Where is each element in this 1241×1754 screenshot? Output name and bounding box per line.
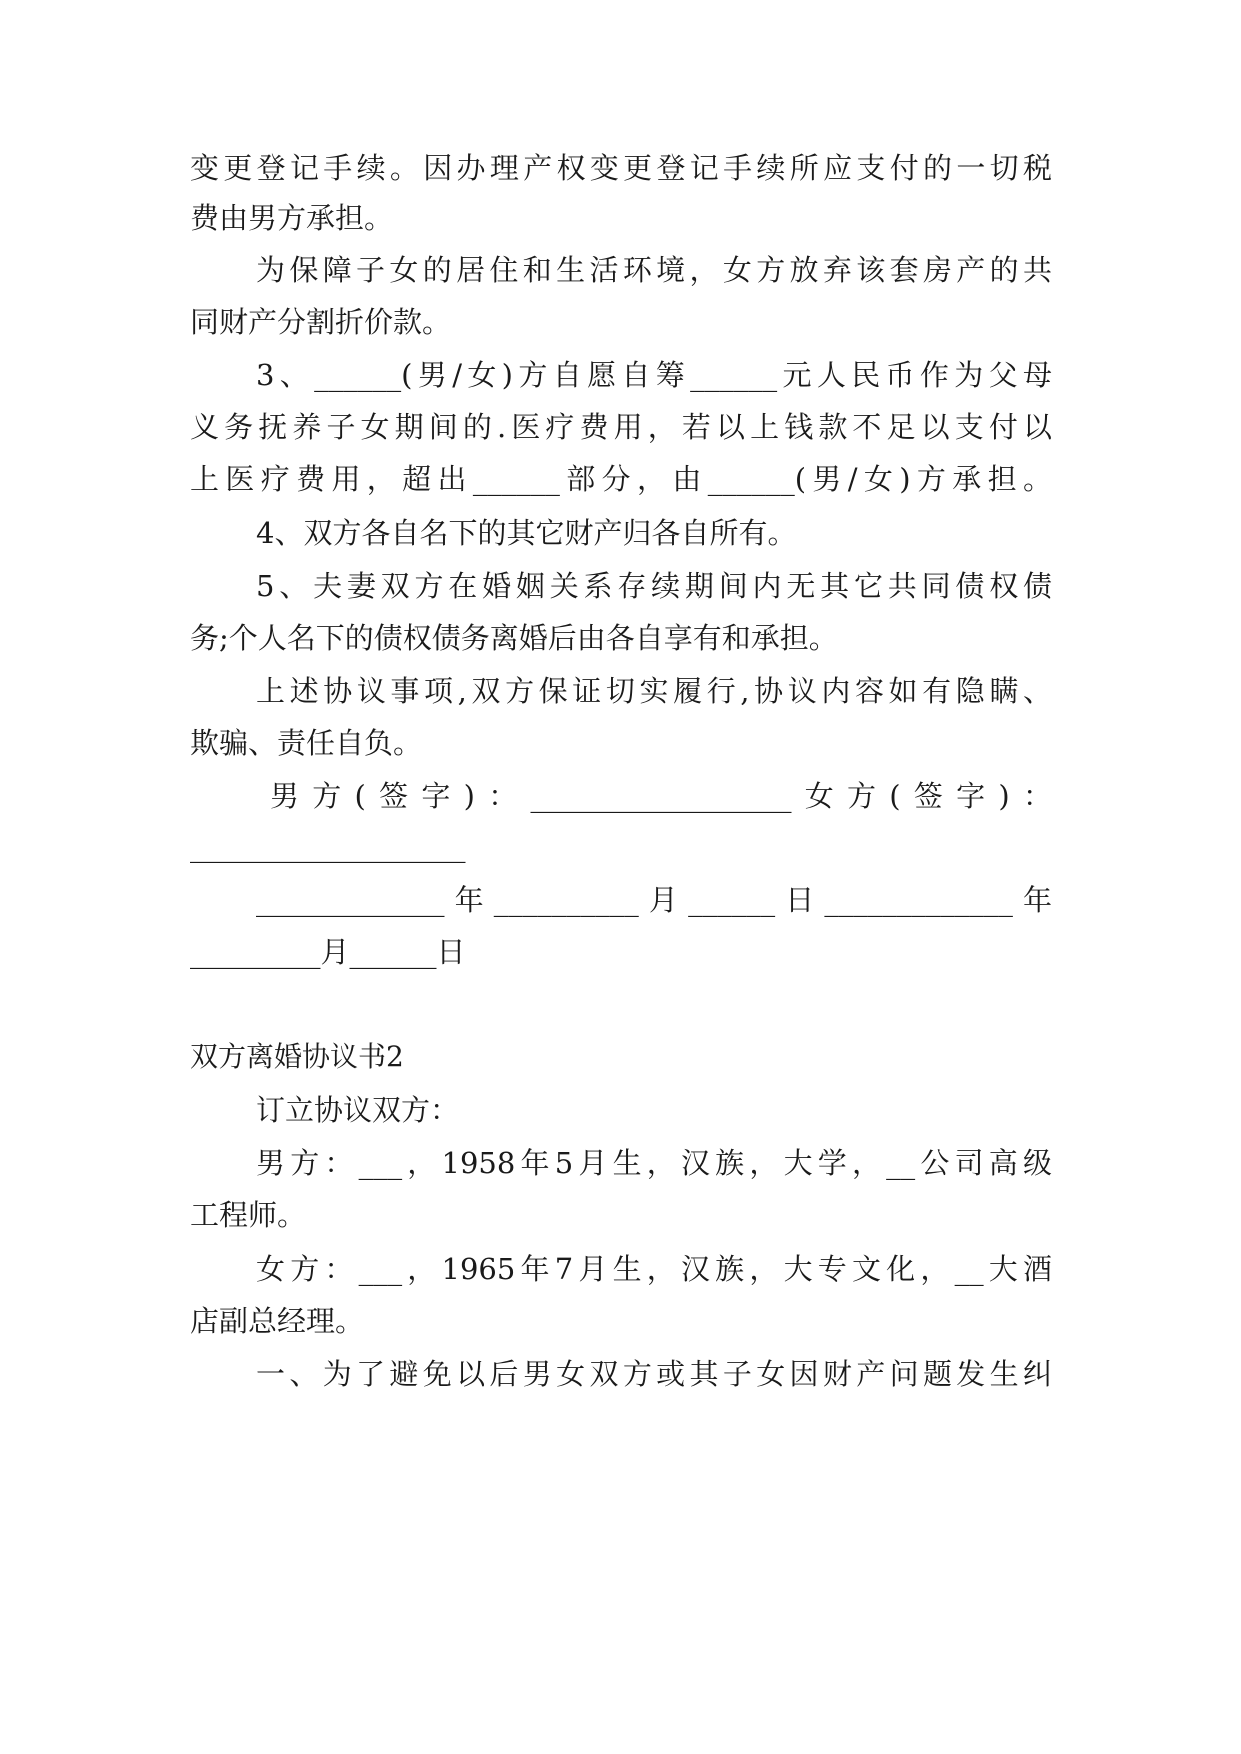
paragraph-start: 5、夫妻双方在婚姻关系存续期间内无其它共同债权债 [256, 569, 1052, 603]
text-line: 欺骗、责任自负。 [190, 726, 423, 760]
text-line: 费由男方承担。 [190, 201, 394, 235]
paragraph-start: 上述协议事项,双方保证切实履行,协议内容如有隐瞒、 [256, 674, 1052, 708]
text-line: 店副总经理。 [190, 1304, 365, 1338]
text-line: 义务抚养子女期间的.医疗费用，若以上钱款不足以支付以 [190, 410, 1052, 444]
paragraph-start: 4、双方各自名下的其它财产归各自所有。 [256, 516, 797, 550]
section-title: 双方离婚协议书2 [190, 1040, 404, 1073]
date-line: _____________年__________月______日_____________年 [256, 883, 1052, 917]
paragraph-start: 为保障子女的居住和生活环境，女方放弃该套房产的共 [256, 253, 1052, 287]
paragraph-start: 女方：___，1965年7月生，汉族，大专文化，__大酒 [256, 1252, 1052, 1286]
paragraph-start: 一、为了避免以后男女双方或其子女因财产问题发生纠 [256, 1357, 1052, 1391]
text-line: 务;个人名下的债权债务离婚后由各自享有和承担。 [190, 621, 838, 655]
text-line: 工程师。 [190, 1198, 307, 1232]
paragraph-start: 3、______(男/女)方自愿自筹______元人民币作为父母 [256, 358, 1052, 392]
date-line: _________月______日 [190, 935, 466, 969]
signature-line: 男方(签字)：__________________女方(签字)： [270, 779, 1052, 813]
paragraph-start: 男方：___，1958年5月生，汉族，大学，__公司高级 [256, 1146, 1052, 1180]
signature-blank: ___________________ [190, 829, 466, 863]
text-line: 变更登记手续。因办理产权变更登记手续所应支付的一切税 [190, 151, 1052, 185]
text-line: 上医疗费用，超出______部分，由______(男/女)方承担。 [190, 462, 1052, 496]
text-line: 同财产分割折价款。 [190, 305, 452, 339]
paragraph-start: 订立协议双方： [256, 1093, 460, 1127]
